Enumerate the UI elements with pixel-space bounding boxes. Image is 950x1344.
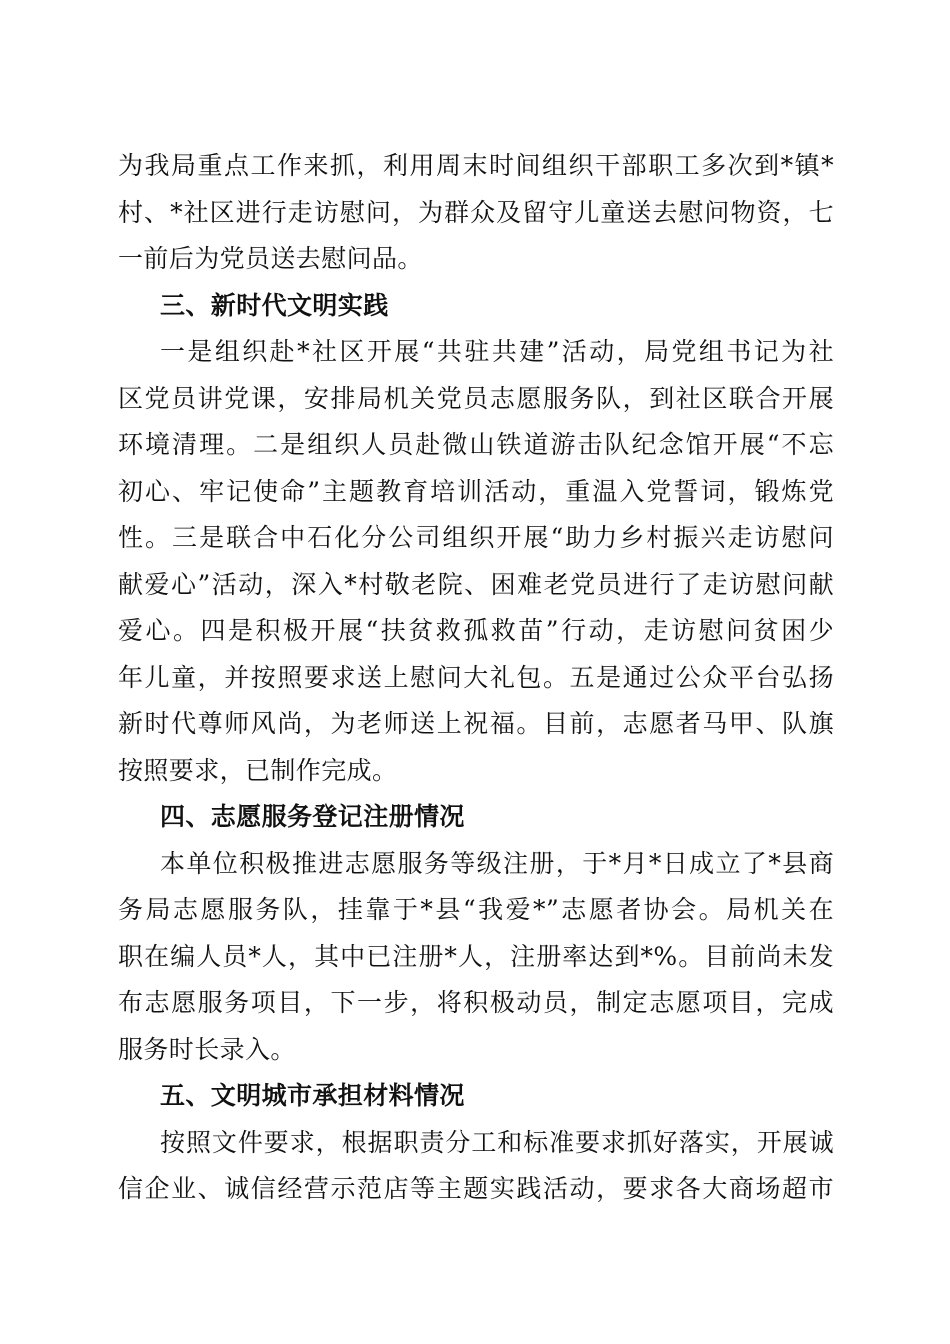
section-heading-4: 四、志愿服务登记注册情况 xyxy=(160,802,465,831)
paragraph-line: 按照要求，已制作完成。 xyxy=(118,755,398,785)
paragraph-line: 环境清理。二是组织人员赴微山铁道游击队纪念馆开展“不忘 xyxy=(118,430,834,459)
paragraph-line: 性。三是联合中石化分公司组织开展“助力乡村振兴走访慰问 xyxy=(118,523,834,552)
paragraph-line: 爱心。四是积极开展“扶贫救孤救苗”行动，走访慰问贫困少 xyxy=(118,616,834,645)
paragraph-line: 一前后为党员送去慰问品。 xyxy=(118,244,423,273)
paragraph-line: 布志愿服务项目，下一步，将积极动员，制定志愿项目，完成 xyxy=(118,988,834,1017)
paragraph-line: 本单位积极推进志愿服务等级注册，于*月*日成立了*县商 xyxy=(160,848,834,878)
paragraph-line: 信企业、诚信经营示范店等主题实践活动，要求各大商场超市 xyxy=(118,1174,834,1203)
paragraph-line: 服务时长录入。 xyxy=(118,1034,296,1064)
section-heading-5: 五、文明城市承担材料情况 xyxy=(160,1081,465,1110)
document-page xyxy=(118,143,834,1213)
paragraph-line: 新时代尊师风尚，为老师送上祝福。目前，志愿者马甲、队旗 xyxy=(118,709,834,738)
paragraph-line: 献爱心”活动，深入*村敬老院、困难老党员进行了走访慰问献 xyxy=(118,569,834,599)
paragraph-line: 按照文件要求，根据职责分工和标准要求抓好落实，开展诚 xyxy=(160,1127,834,1157)
paragraph-line: 初心、牢记使命”主题教育培训活动，重温入党誓词，锻炼党 xyxy=(118,476,834,506)
paragraph-line: 村、*社区进行走访慰问，为群众及留守儿童送去慰问物资，七 xyxy=(118,197,834,227)
paragraph-line: 一是组织赴*社区开展“共驻共建”活动，局党组书记为社 xyxy=(160,337,834,366)
paragraph-line: 务局志愿服务队，挂靠于*县“我爱*”志愿者协会。局机关在 xyxy=(118,895,834,924)
paragraph-line: 区党员讲党课，安排局机关党员志愿服务队，到社区联合开展 xyxy=(118,383,834,413)
paragraph-line: 职在编人员*人，其中已注册*人，注册率达到*%。目前尚未发 xyxy=(118,941,834,971)
section-heading-3: 三、新时代文明实践 xyxy=(160,290,389,320)
paragraph-line: 为我局重点工作来抓，利用周末时间组织干部职工多次到*镇* xyxy=(118,151,834,180)
paragraph-line: 年儿童，并按照要求送上慰问大礼包。五是通过公众平台弘扬 xyxy=(118,662,834,692)
